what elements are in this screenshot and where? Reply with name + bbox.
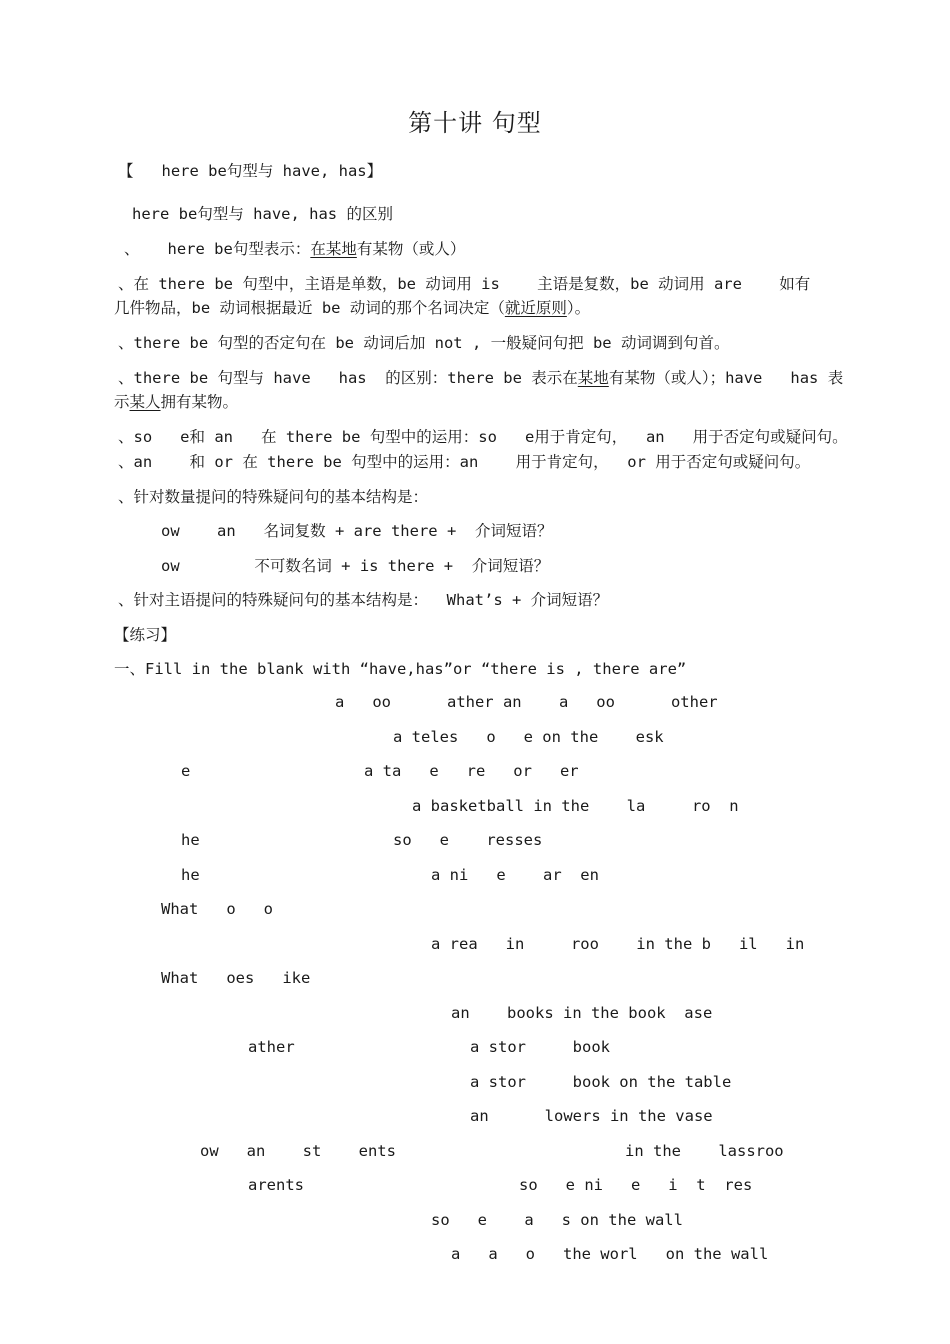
practice-header: 【练习】 [114,626,177,644]
exercise-row-2: a teles o e on the esk [393,728,664,746]
section-subtitle: here be句型与 have, has 的区别 [132,205,393,223]
exercise-row-12: a stor book on the table [470,1073,732,1091]
rule-4-line-1: 、there be 句型与 have has 的区别：there be 表示在某地有某物（或人）；have has 表 [118,369,844,387]
exercise-row-10: an books in the book ase [451,1004,713,1022]
exercise-instruction: 一、Fill in the blank with “have,has”or “there is , there are” [114,660,687,678]
exercise-row-5: he so e resses [181,831,543,849]
exercise-row-15: arents so e ni e i t res [248,1176,753,1194]
rule-7: 、针对数量提问的特殊疑问句的基本结构是： [118,488,429,506]
rule-8: 、针对主语提问的特殊疑问句的基本结构是： What’s + 介词短语？ [118,591,609,609]
rule-6: 、an 和 or 在 there be 句型中的运用：an 用于肯定句， or 用于否定句或疑问句。 [118,453,811,471]
exercise-row-13: an lowers in the vase [470,1107,713,1125]
exercise-row-9: What oes ike [161,969,311,987]
rule-2-line-1: 、在 there be 句型中，主语是单数，be 动词用 is 主语是复数，be 动词用 are 如有 [118,275,811,293]
rule-1: 、 here be句型表示：在某地有某物（或人） [124,240,466,258]
rule-7-formula-2: ow 不可数名词 + is there + 介词短语？ [161,557,550,575]
exercise-row-1: a oo ather an a oo other [335,693,718,711]
exercise-row-8: a rea in roo in the b il in [431,935,805,953]
rule-5: 、so e和 an 在 there be 句型中的运用：so e用于肯定句， an 用于否定句或疑问句。 [118,428,848,446]
rule-4-line-2: 示某人拥有某物。 [114,393,239,411]
rule-2-line-2: 几件物品，be 动词根据最近 be 动词的那个名词决定（就近原则）。 [114,299,591,317]
rule-7-formula-1: ow an 名词复数 + are there + 介词短语？ [161,522,553,540]
exercise-row-3: e a ta e re or er [181,762,579,780]
exercise-row-6: he a ni e ar en [181,866,599,884]
exercise-row-14: ow an st ents in the lassroo [200,1142,784,1160]
exercise-row-7: What o o [161,900,273,918]
page-title: 第十讲 句型 [408,109,542,137]
exercise-row-11: ather a stor book [248,1038,610,1056]
section-header: 【 here be句型与 have, has】 [118,162,383,180]
exercise-row-17: a a o the worl on the wall [451,1245,769,1263]
exercise-row-16: so e a s on the wall [431,1211,683,1229]
exercise-row-4: a basketball in the la ro n [412,797,739,815]
rule-3: 、there be 句型的否定句在 be 动词后加 not , 一般疑问句把 be 动词调到句首。 [118,334,730,352]
